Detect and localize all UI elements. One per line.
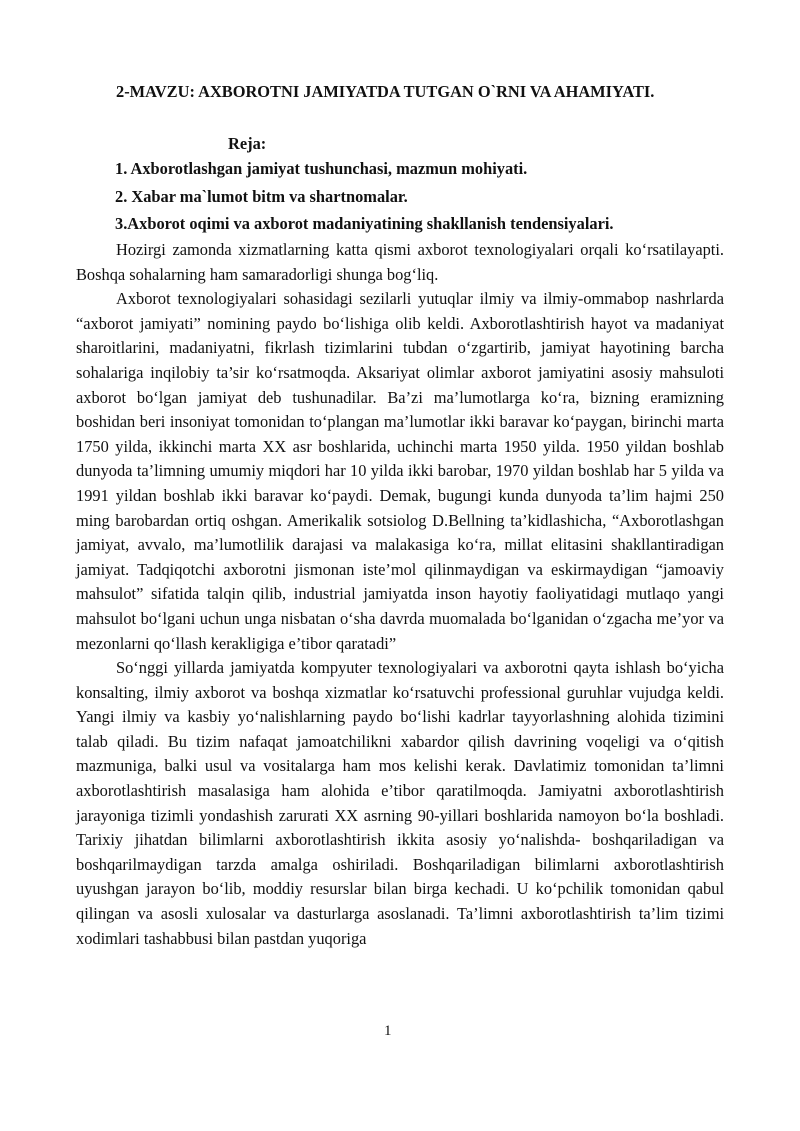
paragraph: So‘nggi yillarda jamiyatda kompyuter texnologiyalari va axborotni qayta ishlash bo‘yicha konsalting, ilmiy axborot va boshqa xizmatlar ko‘rsatuvchi professional guruhlar vujudga keldi. Yangi ilmiy va kasbiy yo‘nalishlarning paydo bo‘lishi kadrlar tayyorlashning alohida tizimini talab qiladi. Bu tizim nafaqat jamoatchilikni xabardor qilish davrining voqeligi va o‘qitish mazmuniga, balki usul va vositalarga ham mos kelishi kerak. Davlatimiz tomonidan ta’limni axborotlashtirish masalasiga ham alohida e’tibor qaratilmoqda. Jamiyatni axborotlashtirish jarayoniga tizimli yondashish zarurati XX asrning 90-yillari boshlarida namoyon bo‘la boshladi. Tarixiy jihatdan bilimlarni axborotlashtirish ikkita asosiy yo‘nalishda- boshqariladigan va boshqarilmaydigan tarzda amalga oshiriladi. Boshqariladigan bilimlarni axborotlashtirish uyushgan jarayon bo‘lib, moddiy resurslar bilan birga kechadi. U ko‘pchilik tomonidan qabul qilingan va asosli xulosalar va dasturlarga asoslanadi. Ta’limni axborotlashtirish ta’lim tizimi xodimlari tashabbusi bilan pastdan yuqoriga <box>76 658 724 948</box>
paragraph: Axborot texnologiyalari sohasidagi sezilarli yutuqlar ilmiy va ilmiy-ommabop nashrlarda “axborot jamiyati” nomining paydo bo‘lishiga olib keldi. Axborotlashtirish hayot va madaniyat sharoitlarini, madaniyatni, fikrlash tizimlarini tubdan o‘zgartirib, jamiyat hayotining barcha sohalariga inqilobiy ta’sir ko‘rsatmoqda. Aksariyat olimlar axborot jamiyatini asosiy mahsuloti axborot bo‘lgan jamiyat deb tushunadilar. Ba’zi ma’lumotlarga ko‘ra, bizning eramizning boshidan beri insoniyat tomonidan to‘plangan ma’lumotlar ikki baravar ko‘paygan, birinchi marta 1750 yilda, ikkinchi marta XX asr boshlarida, uchinchi marta 1950 yilda. 1950 yildan boshlab dunyoda ta’limning umumiy miqdori har 10 yilda ikki barobar, 1970 yildan boshlab har 5 yilda va 1991 yildan boshlab ikki baravar ko‘paydi. Demak, bugungi kunda dunyoda ta’lim hajmi 250 ming barobardan ortiq oshgan. Amerikalik sotsiolog D.Bellning ta’kidlashicha, “Axborotlashgan jamiyat, avvalo, ma’lumotlilik darajasi va malakasiga ko‘ra, millat elitasini shakllantiradigan jamiyat. Tadqiqotchi axborotni jismonan iste’mol qilinmaydigan va eskirmaydigan “jamoaviy mahsulot” sifatida talqin qilib, industrial jamiyatda inson hayotiy faoliyatidagi mutlaqo yangi mahsulot bo‘lgani uchun unga nisbatan o‘sha davrda muomalada bo‘lganidan o‘zgacha me’yor va mezonlarni qo‘llash kerakligiga e’tibor qaratadi” <box>76 289 724 653</box>
page-number: 1 <box>384 1023 392 1039</box>
body-text <box>76 238 724 951</box>
paragraph: Hozirgi zamonda xizmatlarning katta qismi axborot texnologiyalari orqali ko‘rsatilayapti. Boshqa sohalarning ham samaradorligi shunga bog‘liq. <box>76 240 724 284</box>
plan-heading: Reja: <box>228 134 267 153</box>
plan-item: 2. Xabar ma`lumot bitm va shartnomalar. <box>115 186 408 206</box>
plan-item: 3.Axborot oqimi va axborot madaniyatining shakllanish tendensiyalari. <box>115 214 614 233</box>
plan-list <box>115 157 614 240</box>
plan-item: 1. Axborotlashgan jamiyat tushunchasi, mazmun mohiyati. <box>115 159 528 178</box>
page-title: 2-MAVZU: AXBOROTNI JAMIYATDA TUTGAN O`RNI VA AHAMIYATI. <box>116 82 655 101</box>
